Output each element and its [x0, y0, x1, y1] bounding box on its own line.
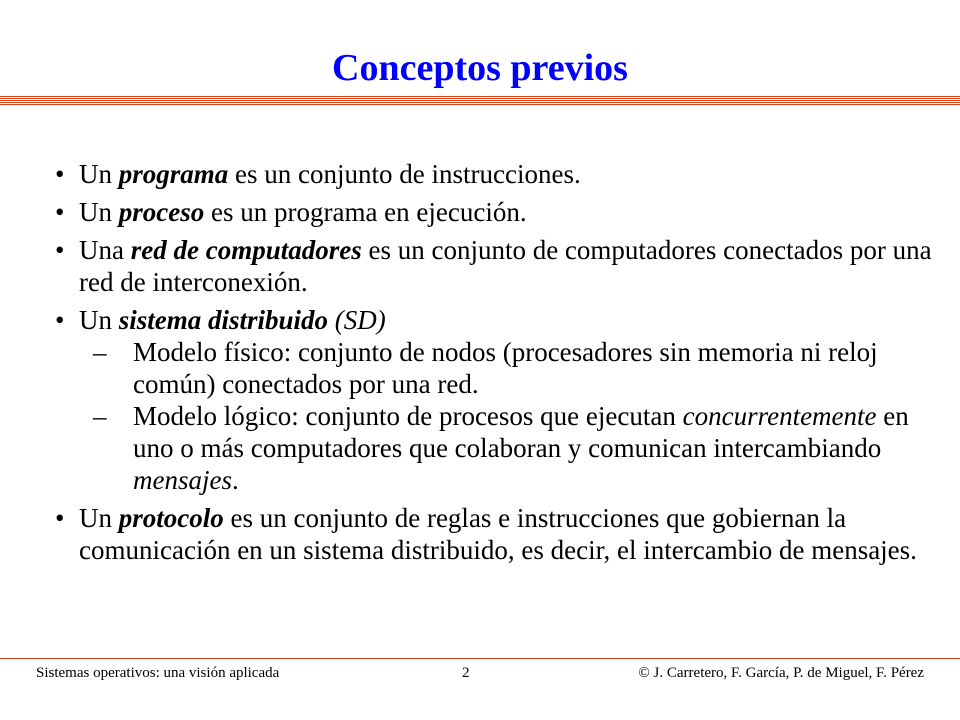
- bullet-proceso: [52, 196, 932, 228]
- bullet-text: Un: [79, 197, 119, 227]
- sub-bullet-text: .: [231, 465, 239, 495]
- sub-bullet-modelo-logico: [93, 400, 932, 496]
- bullet-red-de-computadores: [52, 234, 932, 298]
- bullet-text: es un conjunto de instrucciones.: [228, 159, 581, 189]
- term-red-de-computadores: red de computadores: [130, 235, 362, 265]
- footer-authors: © J. Carretero, F. García, P. de Miguel, F. Pérez: [638, 665, 924, 681]
- term-proceso: proceso: [118, 197, 205, 227]
- bullet-text: Un: [79, 305, 119, 335]
- slide-title: Conceptos previos: [332, 47, 628, 89]
- sub-bullet-text: Modelo físico: conjunto de nodos (procesadores sin memoria ni reloj común) conectados por una red.: [133, 337, 878, 399]
- term-protocolo: protocolo: [118, 503, 224, 533]
- sub-bullet-modelo-fisico: [93, 336, 932, 400]
- bullet-text: es un conjunto de reglas e instrucciones que gobiernan la comunicación en un sistema distribuido, es decir, el intercambio de mensajes.: [79, 503, 917, 565]
- footer-page-number: 2: [462, 665, 470, 681]
- bullet-text: Un: [79, 159, 119, 189]
- term-mensajes: mensajes: [133, 465, 232, 495]
- term-sistema-distribuido: sistema distribuido: [118, 305, 329, 335]
- term-concurrentemente: concurrentemente: [682, 401, 877, 431]
- bullet-text: es un conjunto de computadores conectados por una red de interconexión.: [79, 235, 932, 297]
- footer-rule: [0, 658, 960, 659]
- bullet-text: Un: [79, 503, 119, 533]
- sub-bullet-text: Modelo lógico: conjunto de procesos que ejecutan: [133, 401, 683, 431]
- title-rule: [0, 96, 960, 105]
- bullet-text: es un programa en ejecución.: [204, 197, 527, 227]
- term-sd: (SD): [328, 305, 386, 335]
- footer-book-title: Sistemas operativos: una visión aplicada: [36, 665, 280, 681]
- bullet-sistema-distribuido: [52, 304, 932, 496]
- bullet-text: Una: [79, 235, 131, 265]
- term-programa: programa: [118, 159, 229, 189]
- sub-bullet-text: en uno o más computadores que colaboran y comunican intercambiando: [133, 401, 909, 463]
- bullet-protocolo: [52, 502, 932, 566]
- slide-content: [52, 158, 932, 572]
- bullet-programa: [52, 158, 932, 190]
